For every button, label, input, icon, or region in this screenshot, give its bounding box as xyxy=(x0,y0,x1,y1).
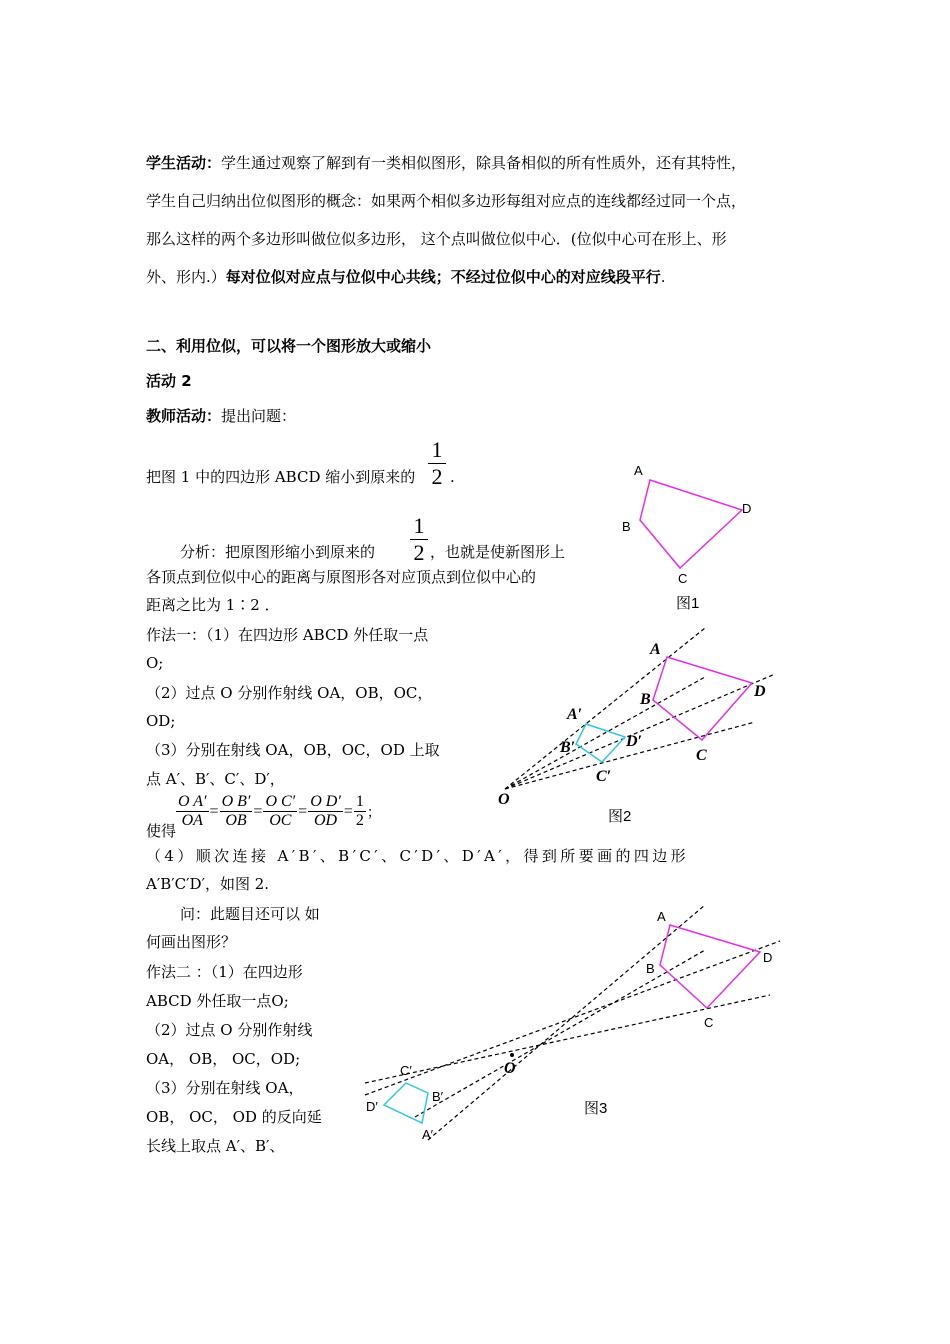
ratio-num-d: O D′ xyxy=(310,793,341,810)
ratio-frac-b xyxy=(220,793,253,830)
ratio-frac-d xyxy=(308,793,343,830)
fig3-label-a-prime: A′ xyxy=(422,1127,434,1142)
fig2-label-b: B xyxy=(640,691,651,708)
method1-step3b: 点 A′、B′、C′、D′， xyxy=(146,770,285,788)
fig1-caption: 图1 xyxy=(676,595,700,612)
ratio-frac-half xyxy=(354,793,366,830)
fig3-label-b-prime: B′ xyxy=(432,1089,444,1104)
activity-heading: 活动 2 xyxy=(146,372,192,390)
para1-text4c: . xyxy=(660,268,666,286)
problem-frac-num: 1 xyxy=(431,437,443,462)
method1-step3a: （3）分别在射线 OA，OB，OC，OD 上取 xyxy=(146,741,440,759)
fig2-label-a: A xyxy=(650,641,661,658)
para1-text1: 学生通过观察了解到有一类相似图形，除具备相似的所有性质外，还有其特性， xyxy=(221,154,747,172)
fig1-label-a: A xyxy=(634,463,643,478)
ratio-num-c: O C′ xyxy=(265,793,296,810)
teacher-activity xyxy=(146,405,296,427)
fig2-label-o: O xyxy=(498,791,510,808)
fig3-line-a xyxy=(428,905,705,1140)
fig3-label-d: D xyxy=(763,950,773,965)
fig2-label-d-prime: D′ xyxy=(626,733,643,750)
para1-line4 xyxy=(146,266,666,288)
para1-line3: 那么这样的两个多边形叫做位似多边形， 这个点叫做位似中心．(位似中心可在形上、形 xyxy=(146,230,727,248)
fig2-quad-abcd xyxy=(653,657,752,740)
question-line1: 问：此题目还可以 如 xyxy=(180,905,320,923)
teacher-activity-text: 提出问题： xyxy=(221,407,297,425)
ratio-frac-a xyxy=(176,793,209,830)
ratio-den-a: OA xyxy=(181,812,203,829)
fig1-quad-abcd xyxy=(640,480,742,568)
ratio-den-b: OB xyxy=(225,812,247,829)
fig2-label-b-prime: B′ xyxy=(560,739,576,756)
question-line2: 何画出图形？ xyxy=(146,933,237,951)
method1-step4a: （4）顺次连接 A′B′、B′C′、C′D′、D′A′，得到所要画的四边形 xyxy=(146,847,690,865)
ratio-end: ； xyxy=(366,805,381,821)
method1-step2a: （2）过点 O 分别作射线 OA，OB，OC， xyxy=(146,684,433,702)
analysis-line3: 距离之比为 1∶2 ． xyxy=(146,596,280,614)
fig2-quad-small xyxy=(576,724,625,762)
problem-text: 把图 1 中的四边形 ABCD 缩小到原来的 xyxy=(146,468,416,486)
para1-line2: 学生自己归纳出位似图形的概念：如果两个相似多边形每组对应点的连线都经过同一个点， xyxy=(146,192,747,210)
student-activity-label: 学生活动： xyxy=(146,154,222,172)
analysis-line1b: ，也就是使新图形上 xyxy=(430,543,566,561)
ratio-den-half: 2 xyxy=(355,812,364,829)
method2-step3a: （3）分别在射线 OA， xyxy=(146,1079,304,1097)
figure-2 xyxy=(490,622,790,822)
fig2-ray-oa xyxy=(505,628,705,789)
fig2-label-a-prime: A′ xyxy=(567,706,583,723)
analysis-frac-num: 1 xyxy=(413,513,425,538)
problem-end: . xyxy=(450,468,455,486)
figure-1 xyxy=(610,455,780,615)
ratio-eq-4: = xyxy=(343,802,353,820)
ratio-eq-2: = xyxy=(253,802,263,820)
method2-step1b: ABCD 外任取一点O; xyxy=(146,992,289,1010)
fig3-label-c: C xyxy=(704,1015,714,1030)
problem-frac-den: 2 xyxy=(431,464,443,489)
fig1-label-d: D xyxy=(742,501,752,516)
fig3-line-b xyxy=(415,950,705,1117)
fig3-center-o xyxy=(510,1053,514,1057)
analysis-frac-den: 2 xyxy=(413,540,425,565)
fig3-line-c xyxy=(365,995,770,1083)
para1-line1 xyxy=(146,152,746,174)
ratio-num-b: O B′ xyxy=(221,793,251,810)
method1-step4b: A′B′C′D′，如图 2. xyxy=(146,875,270,893)
para1-text4a: 外、形内.） xyxy=(146,268,226,286)
fig3-label-a: A xyxy=(657,909,666,924)
ratio-equation xyxy=(176,793,382,830)
ratio-eq-3: = xyxy=(298,802,308,820)
teacher-activity-label: 教师活动： xyxy=(146,407,222,425)
analysis-fraction xyxy=(410,514,428,565)
method2-step2a: （2）过点 O 分别作射线 xyxy=(146,1021,313,1039)
para1-bold-rule: 每对位似对应点与位似中心共线；不经过位似中心的对应线段平行 xyxy=(225,268,661,286)
problem-fraction xyxy=(428,438,446,489)
fig2-label-c-prime: C′ xyxy=(596,768,612,785)
analysis-line2: 各顶点到位似中心的距离与原图形各对应顶点到位似中心的 xyxy=(146,568,537,586)
fig3-label-c-prime: C′ xyxy=(400,1063,412,1078)
fig2-caption: 图2 xyxy=(608,808,632,825)
ratio-frac-c xyxy=(263,793,297,830)
fig3-label-d-prime: D′ xyxy=(366,1099,378,1114)
ratio-num-half: 1 xyxy=(355,793,364,810)
fig1-label-c: C xyxy=(678,571,688,586)
fig1-label-b: B xyxy=(622,519,631,534)
fig3-quad-abcd xyxy=(660,925,760,1008)
method1-step1b: O; xyxy=(146,654,164,672)
analysis-line1a: 分析：把原图形缩小到原来的 xyxy=(180,543,376,561)
fig3-label-b: B xyxy=(646,961,655,976)
fig3-label-o: O xyxy=(504,1060,516,1077)
section-heading: 二、利用位似，可以将一个图形放大或缩小 xyxy=(146,337,432,355)
fig3-caption: 图3 xyxy=(584,1100,608,1117)
fig2-label-c: C xyxy=(696,747,707,764)
fig3-quad-small xyxy=(384,1083,428,1123)
method2-step3c: 长线上取点 A′、B′、 xyxy=(146,1137,285,1155)
figure-3 xyxy=(360,905,790,1155)
method2-step2b: OA， OB， OC，OD; xyxy=(146,1050,301,1068)
method2-step3b: OB， OC， OD 的反向延 xyxy=(146,1108,322,1126)
method2-step1a: 作法二 ：（1）在四边形 xyxy=(146,963,303,981)
fig2-label-d: D xyxy=(754,683,766,700)
method1-step1a: 作法一：（1）在四边形 ABCD 外任取一点 xyxy=(146,626,429,644)
ratio-num-a: O A′ xyxy=(178,793,207,810)
ratio-den-d: OD xyxy=(313,812,338,829)
method1-step3c: 使得 xyxy=(146,822,177,840)
method1-step2b: OD; xyxy=(146,712,176,730)
ratio-eq-1: = xyxy=(209,802,219,820)
ratio-den-c: OC xyxy=(269,812,292,829)
